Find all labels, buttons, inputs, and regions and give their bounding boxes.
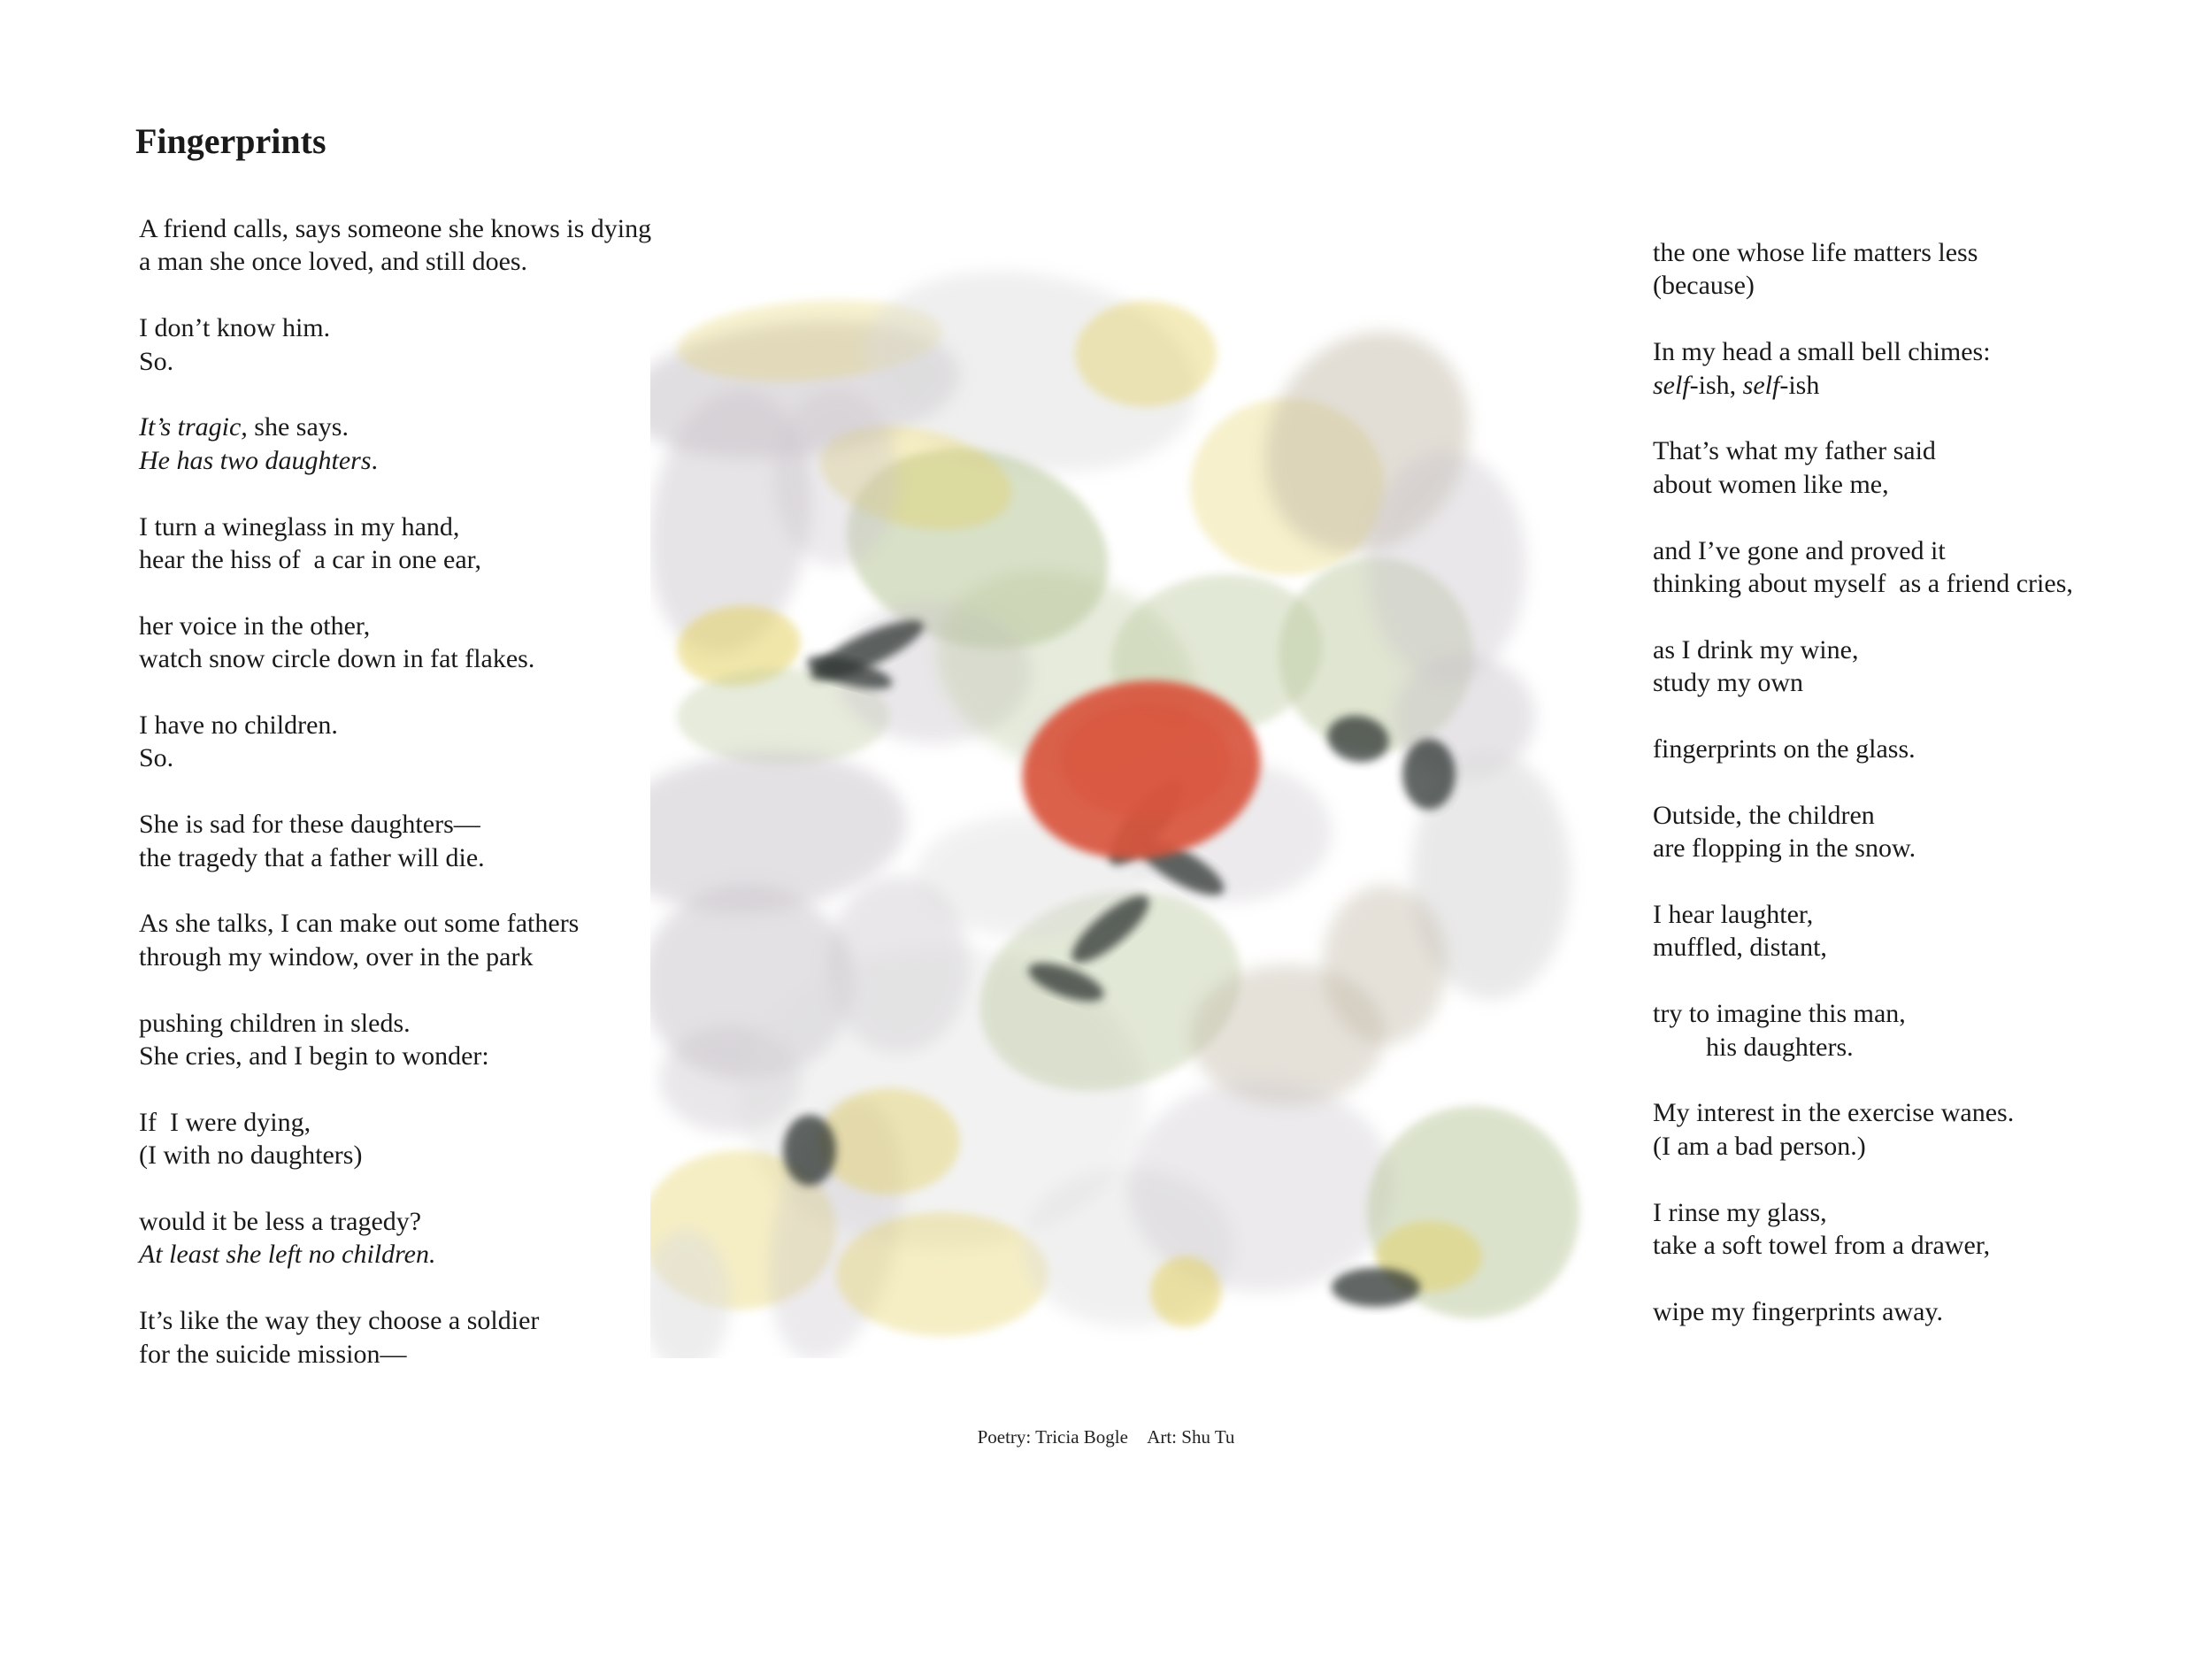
stanza (139, 411, 705, 477)
stanza (139, 907, 705, 973)
poem-line: I have no children. (139, 710, 338, 741)
poem-line: (I with no daughters) (139, 1141, 363, 1171)
poem-line (1653, 369, 2184, 402)
stanza (139, 511, 705, 577)
stanza (1653, 335, 2184, 402)
poem-line: My interest in the exercise wanes. (1653, 1098, 2015, 1128)
stanza (1653, 1196, 2184, 1263)
poem-line: the one whose life matters less (1653, 238, 1978, 267)
poem-line (139, 1238, 705, 1271)
stanza (139, 709, 705, 775)
poem-line: for the suicide mission— (139, 1339, 407, 1369)
stanza (139, 212, 705, 279)
poem-line: take a soft towel from a drawer, (1653, 1231, 1991, 1261)
poem-line: (I am a bad person.) (1653, 1131, 1866, 1161)
poem-line: So. (139, 346, 174, 376)
poem-line: Outside, the children (1653, 800, 1875, 830)
paint-blot (1367, 451, 1526, 681)
art-credit: Art: Shu Tu (1147, 1426, 1235, 1448)
poem-line: muffled, distant, (1653, 933, 1827, 963)
poem-line: wipe my fingerprints away. (1653, 1296, 1943, 1326)
poem-line: as I drink my wine, (1653, 634, 1859, 664)
poem-line (139, 411, 705, 443)
italic-text: He has two daughters (139, 445, 372, 475)
stanza (139, 1304, 705, 1371)
stanza (1653, 1096, 2184, 1163)
poem-line: are flopping in the snow. (1653, 833, 1916, 864)
poem-line: his daughters. (1653, 1032, 1854, 1062)
stanza (139, 311, 705, 378)
poem-line: (because) (1653, 271, 1755, 301)
brush-mark (1332, 1268, 1420, 1307)
poem-line: her voice in the other, (139, 611, 371, 641)
poem-line: through my window, over in the park (139, 941, 534, 972)
paint-blot (1128, 1079, 1394, 1292)
poem-line: I don’t know him. (139, 313, 331, 343)
stanza (1653, 799, 2184, 865)
text-segment: -ish (1779, 370, 1820, 400)
poem-column-right (1653, 236, 2184, 1362)
paint-blot (1075, 301, 1217, 407)
stanza (1653, 634, 2184, 700)
stanza (1653, 733, 2184, 765)
stanza (1653, 898, 2184, 964)
poem-line: I rinse my glass, (1653, 1197, 1827, 1227)
poem-line: I hear laughter, (1653, 900, 1814, 930)
stanza (1653, 434, 2184, 501)
text-segment: . (371, 445, 378, 475)
stanza (1653, 1295, 2184, 1328)
stanza (1653, 236, 2184, 303)
stanza (139, 808, 705, 874)
poem-line: It’s like the way they choose a soldier (139, 1306, 540, 1336)
brush-mark (783, 1115, 836, 1186)
stanza (1653, 534, 2184, 601)
poem-column-left (139, 212, 705, 1403)
poem-line: pushing children in sleds. (139, 1008, 411, 1038)
poem-line: That’s what my father said (1653, 436, 1936, 466)
stanza (139, 610, 705, 676)
poem-line: and I’ve gone and proved it (1653, 535, 1946, 565)
paint-blot (1323, 885, 1447, 1044)
red-blot-core (1062, 703, 1230, 818)
paint-blot (1150, 1256, 1221, 1327)
text-segment: -ish, (1689, 370, 1743, 400)
text-segment: she says. (247, 412, 349, 442)
stanza (139, 1205, 705, 1271)
poem-line: She cries, and I begin to wonder: (139, 1041, 489, 1071)
poem-line: would it be less a tragedy? (139, 1207, 422, 1237)
stanza (1653, 997, 2184, 1064)
poem-line: thinking about myself as a friend cries, (1653, 569, 2073, 599)
poem-title: Fingerprints (135, 121, 326, 161)
stanza (139, 1106, 705, 1172)
poem-line: fingerprints on the glass. (1653, 734, 1916, 764)
italic-text: It’s tragic, (139, 412, 248, 442)
poem-line (139, 444, 705, 477)
italic-text: self (1742, 370, 1780, 400)
poetry-credit: Poetry: Tricia Bogle (977, 1426, 1128, 1448)
poem-line: If I were dying, (139, 1107, 311, 1137)
poem-line: I turn a wineglass in my hand, (139, 511, 460, 541)
poem-line: study my own (1653, 668, 1804, 698)
poem-line: watch snow circle down in fat flakes. (139, 644, 535, 674)
poem-line: hear the hiss of a car in one ear, (139, 545, 481, 575)
paint-blot (836, 1212, 1048, 1336)
stanza (139, 1007, 705, 1073)
brush-mark (1402, 739, 1455, 810)
poem-line: As she talks, I can make out some fathers (139, 909, 580, 939)
poem-line: about women like me, (1653, 469, 1889, 499)
poem-line: She is sad for these daughters— (139, 810, 480, 840)
poem-line: try to imagine this man, (1653, 999, 1906, 1029)
paint-blot (774, 389, 898, 566)
poem-line: the tragedy that a father will die. (139, 842, 485, 872)
poem-line: a man she once loved, and still does. (139, 247, 528, 277)
paint-blot (818, 1088, 960, 1194)
poem-line: In my head a small bell chimes: (1653, 337, 1991, 367)
poem-line: A friend calls, says someone she knows is dying (139, 214, 652, 243)
italic-text: At least she left no children. (139, 1240, 436, 1270)
poem-line: So. (139, 743, 174, 773)
credits (0, 1426, 2212, 1448)
watercolor-painting (650, 257, 1593, 1358)
italic-text: self (1653, 370, 1690, 400)
